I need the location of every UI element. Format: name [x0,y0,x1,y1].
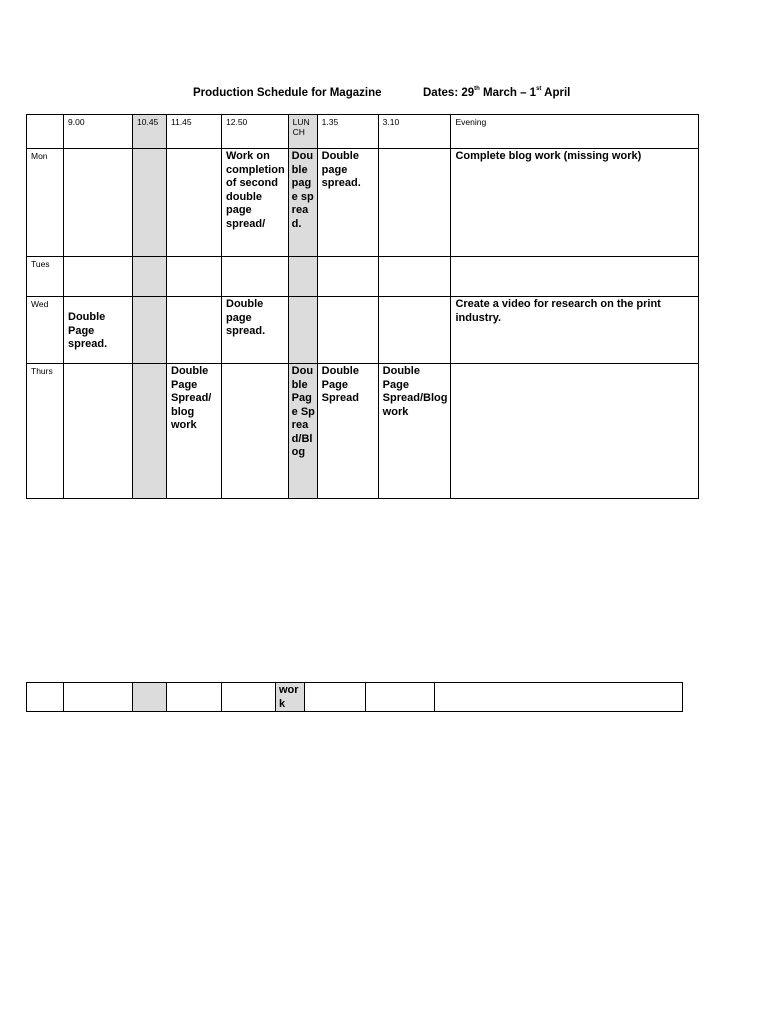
table-cell [133,297,167,364]
table-cell: Double page spread. [288,149,317,257]
header-cell-evening: Evening [451,115,699,149]
table-cell: Double Page Spread/Blog [288,364,317,499]
table-cell: Double Page spread. [64,297,133,364]
table-cell: Work on completion of second double page spread/ [222,149,289,257]
schedule-dates: Dates: 29th March – 1st April [423,86,571,99]
day-cell: Wed [27,297,64,364]
table-cell: Double page spread. [222,297,289,364]
table-cell [222,683,276,712]
table-cell: Complete blog work (missing work) [451,149,699,257]
table-cell [64,364,133,499]
table-cell [288,257,317,297]
header-cell-time: 11.45 [167,115,222,149]
table-row-thurs [27,364,699,499]
table-cell [451,364,699,499]
table-cell [305,683,366,712]
schedule-table-continuation [26,682,683,712]
table-cell: Double page spread. [317,149,378,257]
table-cell [27,683,64,712]
header-cell-time: 12.50 [222,115,289,149]
table-cell: Double Page Spread/ blog work [167,364,222,499]
table-header-row [27,115,699,149]
table-row-continued [27,683,683,712]
table-cell [222,364,289,499]
table-cell [133,364,167,499]
document-title [0,87,768,103]
table-cell: Double Page Spread/Blog work [378,364,451,499]
table-cell [167,297,222,364]
table-cell [222,257,289,297]
table-cell [64,149,133,257]
table-row-mon [27,149,699,257]
table-cell [133,149,167,257]
day-cell: Tues [27,257,64,297]
table-cell [378,297,451,364]
table-cell [167,149,222,257]
table-cell: work [276,683,305,712]
header-cell-lunch: LUNCH [288,115,317,149]
day-cell: Thurs [27,364,64,499]
table-row-wed [27,297,699,364]
schedule-table [26,114,699,499]
table-cell: Double Page Spread [317,364,378,499]
table-cell [378,257,451,297]
header-cell-time: 9.00 [64,115,133,149]
table-cell [64,683,133,712]
day-cell: Mon [27,149,64,257]
header-cell-time: 10.45 [133,115,167,149]
table-cell: Create a video for research on the print industry. [451,297,699,364]
table-cell [378,149,451,257]
table-cell [451,257,699,297]
table-cell [317,297,378,364]
table-cell [317,257,378,297]
table-cell [133,683,167,712]
table-cell [435,683,683,712]
header-cell-time: 1.35 [317,115,378,149]
table-cell [64,257,133,297]
table-row-tues [27,257,699,297]
table-cell [167,257,222,297]
table-cell [288,297,317,364]
schedule-title: Production Schedule for Magazine [193,87,382,99]
table-cell [167,683,222,712]
header-cell-day [27,115,64,149]
table-cell [366,683,435,712]
header-cell-time: 3.10 [378,115,451,149]
table-cell [133,257,167,297]
